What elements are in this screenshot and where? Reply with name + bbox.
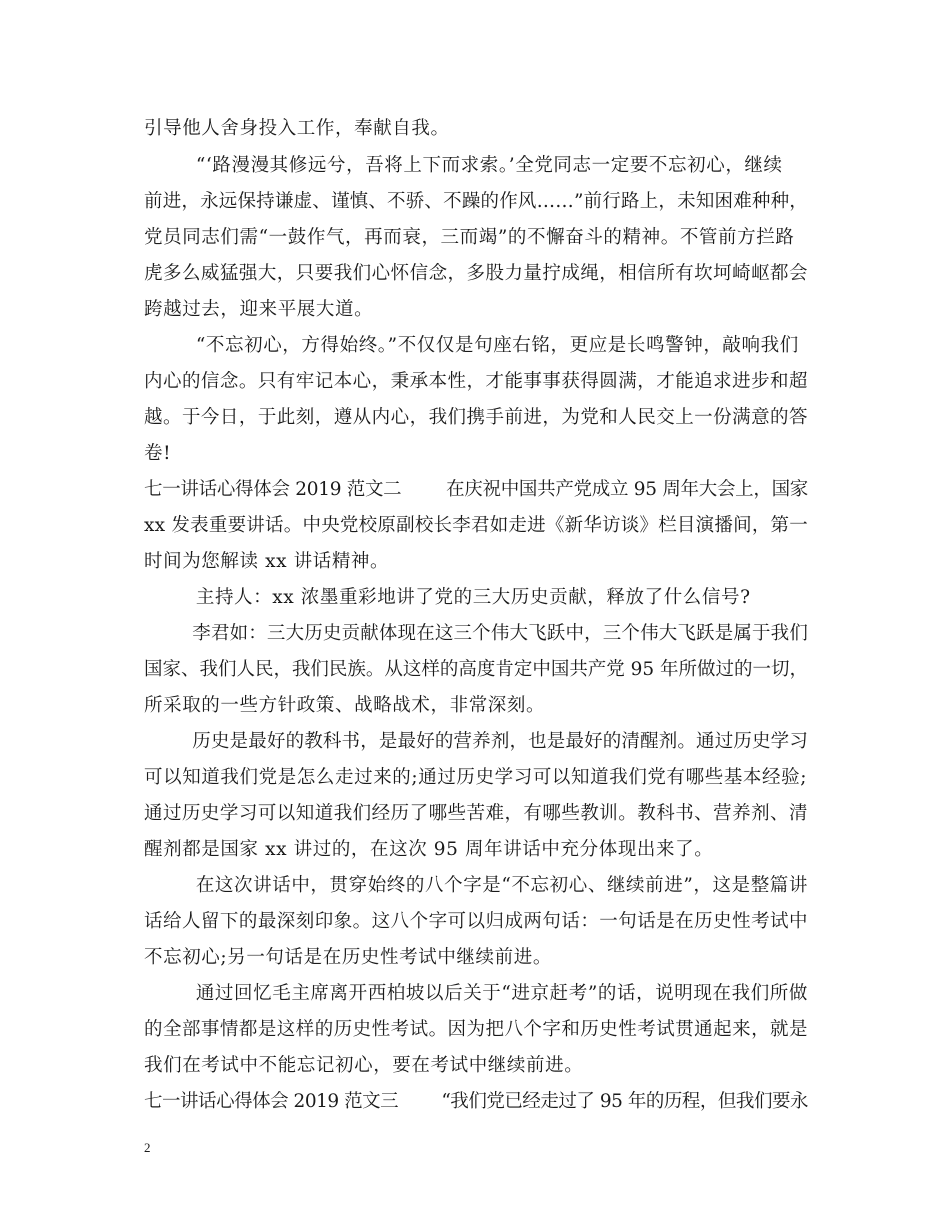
text-line: 在这次讲话中，贯穿始终的八个字是“不忘初心、继续前进”，这是整篇讲 — [144, 875, 808, 896]
text-line: 通过回忆毛主席离开西柏坡以后关于“进京赶考”的话，说明现在我们所做 — [144, 983, 808, 1004]
text-line: 虎多么威猛强大，只要我们心怀信念，多股力量拧成绳，相信所有坎坷崎岖都会 — [144, 263, 808, 284]
text-line: 主持人：xx 浓墨重彩地讲了党的三大历史贡献，释放了什么信号? — [144, 587, 751, 608]
text-line: 引导他人舍身投入工作，奉献自我。 — [144, 118, 450, 139]
text-line: 前进，永远保持谦虚、谨慎、不骄、不躁的作风……”前行路上，未知困难种种， — [144, 191, 808, 212]
text-line: 我们在考试中不能忘记初心，要在考试中继续前进。 — [144, 1055, 584, 1076]
text-line: “不忘初心，方得始终。”不仅仅是句座右铭，更应是长鸣警钟，敲响我们 — [144, 335, 799, 356]
text-line: 越。于今日，于此刻，遵从内心，我们携手前进，为党和人民交上一份满意的答 — [144, 407, 808, 428]
text-line: 话给人留下的最深刻印象。这八个字可以归成两句话：一句话是在历史性考试中 — [144, 911, 808, 932]
section-heading-line: 七一讲话心得体会 2019 范文二 在庆祝中国共产党成立 95 周年大会上，国家 — [144, 479, 808, 500]
text-line: 国家、我们人民，我们民族。从这样的高度肯定中国共产党 95 年所做过的一切， — [144, 659, 808, 680]
section-heading-line: 七一讲话心得体会 2019 范文三 “我们党已经走过了 95 年的历程，但我们要永 — [144, 1091, 808, 1112]
text-line: 李君如：三大历史贡献体现在这三个伟大飞跃中，三个伟大飞跃是属于我们 — [144, 623, 808, 644]
text-line: “‘路漫漫其修远兮，吾将上下而求索。’全党同志一定要不忘初心，继续 — [144, 155, 783, 176]
text-line: 的全部事情都是这样的历史性考试。因为把八个字和历史性考试贯通起来，就是 — [144, 1019, 808, 1040]
text-line: 醒剂都是国家 xx 讲过的，在这次 95 周年讲话中充分体现出来了。 — [144, 839, 714, 860]
text-line: 通过历史学习可以知道我们经历了哪些苦难，有哪些教训。教科书、营养剂、清 — [144, 803, 808, 824]
text-line: 不忘初心;另一句话是在历史性考试中继续前进。 — [144, 947, 552, 968]
page-number: 2 — [144, 1140, 151, 1155]
text-line: 卷! — [144, 443, 172, 464]
text-line: 所采取的一些方针政策、战略战术，非常深刻。 — [144, 695, 546, 716]
text-line: 可以知道我们党是怎么走过来的;通过历史学习可以知道我们党有哪些基本经验; — [144, 767, 808, 788]
text-line: 跨越过去，迎来平展大道。 — [144, 299, 374, 320]
text-line: xx 发表重要讲话。中央党校原副校长李君如走进《新华访谈》栏目演播间，第一 — [144, 515, 808, 536]
text-line: 时间为您解读 xx 讲话精神。 — [144, 551, 390, 572]
text-line: 党员同志们需“一鼓作气，再而衰，三而竭”的不懈奋斗的精神。不管前方拦路 — [144, 227, 795, 248]
text-line: 历史是最好的教科书，是最好的营养剂，也是最好的清醒剂。通过历史学习 — [144, 731, 808, 752]
text-line: 内心的信念。只有牢记本心，秉承本性，才能事事获得圆满，才能追求进步和超 — [144, 371, 808, 392]
